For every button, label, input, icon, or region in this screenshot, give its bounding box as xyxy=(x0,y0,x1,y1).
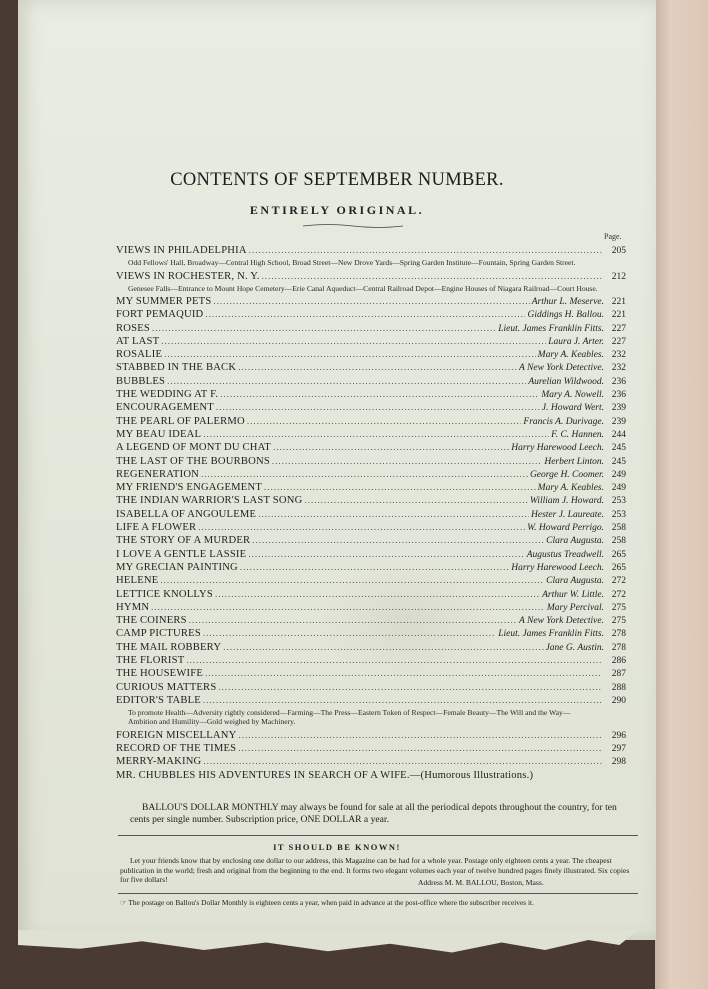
entry-title: BUBBLES xyxy=(116,375,166,387)
dot-leader xyxy=(164,348,536,361)
box-heading: IT SHOULD BE KNOWN! xyxy=(273,842,401,852)
page-subtitle: ENTIRELY ORIGINAL. xyxy=(249,203,425,217)
adjacent-page-edge xyxy=(655,0,708,989)
toc-entry xyxy=(116,588,626,601)
entry-author: W. Howard Perrigo. xyxy=(527,523,604,534)
entry-page: 253 xyxy=(611,509,626,520)
entry-author: Lieut. James Franklin Fitts. xyxy=(498,629,604,640)
entry-author: Clara Augusta. xyxy=(546,576,604,587)
entry-author: Giddings H. Ballou. xyxy=(527,310,604,321)
entry-page: 290 xyxy=(611,695,626,706)
sale-note: BALLOU'S DOLLAR MONTHLY may always be found for sale at all the periodical depots throughout the country, for ten cents per single number. Subscription price, ONE DOLLAR a year. xyxy=(130,802,617,825)
dot-leader xyxy=(262,270,602,283)
dot-leader xyxy=(198,521,525,534)
dot-leader xyxy=(238,361,517,374)
toc-entry xyxy=(116,508,626,521)
entry-author: J. Howard Wert. xyxy=(541,403,604,414)
entry-page: 265 xyxy=(611,549,626,560)
entry-title: THE LAST OF THE BOURBONS xyxy=(116,455,270,467)
dot-leader xyxy=(273,441,509,454)
page-column-header: Page. xyxy=(604,232,622,241)
divider xyxy=(118,835,638,836)
entry-author: Mary Percival. xyxy=(546,602,604,613)
entry-page: 272 xyxy=(611,576,626,587)
toc-entry xyxy=(116,244,626,257)
entry-page: 244 xyxy=(611,429,626,440)
entry-page: 239 xyxy=(611,403,626,414)
entry-page: 275 xyxy=(611,616,626,627)
entry-author: Harry Harewood Leech. xyxy=(511,562,604,573)
entry-title: THE WEDDING AT F. xyxy=(116,389,219,401)
dot-leader xyxy=(160,574,544,587)
entry-author: Aurelian Wildwood. xyxy=(528,376,604,387)
entry-author: Harry Harewood Leech. xyxy=(511,443,604,454)
dot-leader xyxy=(252,534,544,547)
toc-entry xyxy=(116,534,626,547)
entry-title: A LEGEND OF MONT DU CHAT xyxy=(116,442,271,454)
entry-author: A New York Detective. xyxy=(519,363,604,374)
toc-entry xyxy=(116,769,626,782)
toc-entry xyxy=(116,729,626,742)
entry-author: Augustus Treadwell. xyxy=(526,549,604,560)
entry-title: HELENE xyxy=(116,575,159,587)
dot-leader xyxy=(258,508,529,521)
dot-leader xyxy=(238,729,602,742)
document-page xyxy=(18,0,656,940)
contents-list xyxy=(116,244,626,782)
dot-leader xyxy=(213,295,529,308)
divider xyxy=(118,893,638,894)
entry-page: 205 xyxy=(611,246,626,256)
entry-page: 232 xyxy=(611,363,626,374)
entry-page: 239 xyxy=(611,416,626,427)
toc-entry xyxy=(116,270,626,283)
toc-entry xyxy=(116,441,626,454)
toc-entry xyxy=(116,561,626,574)
entry-title: LIFE A FLOWER xyxy=(116,522,197,534)
entry-title: THE HOUSEWIFE xyxy=(116,668,204,680)
entry-title: ROSALIE xyxy=(116,349,163,361)
toc-entry xyxy=(116,667,626,680)
entry-title: MY GRECIAN PAINTING xyxy=(116,561,238,573)
entry-title: THE FLORIST xyxy=(116,655,185,667)
dot-leader xyxy=(189,614,517,627)
entry-author: Hester J. Laureate. xyxy=(531,509,604,520)
toc-entry xyxy=(116,627,626,640)
entry-title: THE INDIAN WARRIOR'S LAST SONG xyxy=(116,495,303,507)
entry-title: REGENERATION xyxy=(116,468,200,480)
entry-title: ENCOURAGEMENT xyxy=(116,402,214,414)
entry-page: 287 xyxy=(611,669,626,680)
box-signature: Address M. M. BALLOU, Boston, Mass. xyxy=(418,878,544,887)
toc-entry xyxy=(116,361,626,374)
dot-leader xyxy=(161,335,546,348)
toc-entry xyxy=(116,742,626,755)
entry-author: Mary A. Keables. xyxy=(537,483,604,494)
dot-leader xyxy=(215,588,540,601)
footnote: ☞ The postage on Ballou's Dollar Monthly is eighteen cents a year, when paid in advance at the post-office where the subscriber receives it. xyxy=(120,898,534,907)
entry-title: MY SUMMER PETS xyxy=(116,296,212,307)
toc-entry xyxy=(116,415,626,428)
dot-leader xyxy=(205,308,525,321)
toc-entry xyxy=(116,428,626,441)
entry-title: EDITOR'S TABLE xyxy=(116,694,201,706)
toc-entry xyxy=(116,654,626,667)
entry-title: THE PEARL OF PALERMO xyxy=(116,415,245,427)
entry-title: FOREIGN MISCELLANY xyxy=(116,729,237,741)
toc-entry xyxy=(116,614,626,627)
entry-author: Lieut. James Franklin Fitts. xyxy=(498,323,604,334)
dot-leader xyxy=(248,548,524,561)
dot-leader xyxy=(218,681,602,694)
entry-page: 272 xyxy=(611,589,626,600)
entry-author: Arthur L. Meserve. xyxy=(531,297,604,307)
toc-entry xyxy=(116,322,626,335)
dot-leader xyxy=(152,322,496,335)
toc-entry xyxy=(116,755,626,768)
dot-leader xyxy=(203,627,496,640)
entry-title: LETTICE KNOLLYS xyxy=(116,588,213,600)
entry-page: 227 xyxy=(611,323,626,334)
entry-title: THE COINERS xyxy=(116,615,187,627)
entry-page: 253 xyxy=(611,496,626,507)
entry-title: ISABELLA OF ANGOULEME xyxy=(116,508,257,520)
entry-title: THE STORY OF A MURDER xyxy=(116,535,251,547)
dot-leader xyxy=(151,601,545,614)
entry-page: 245 xyxy=(611,456,626,467)
entry-page: 249 xyxy=(611,483,626,494)
torn-edge xyxy=(18,930,638,955)
toc-entry xyxy=(116,455,626,468)
toc-entry xyxy=(116,401,626,414)
toc-entry xyxy=(116,681,626,694)
toc-entry xyxy=(116,548,626,561)
entry-author: Mary A. Nowell. xyxy=(541,390,604,401)
entry-title: CURIOUS MATTERS xyxy=(116,681,217,693)
entry-title: HYMN xyxy=(116,601,150,613)
entry-title: I LOVE A GENTLE LASSIE xyxy=(116,548,247,560)
toc-entry xyxy=(116,375,626,388)
dot-leader xyxy=(203,755,602,768)
dot-leader xyxy=(216,401,540,414)
entry-author: F. C. Hannen. xyxy=(551,429,604,440)
toc-entry xyxy=(116,468,626,481)
entry-title: THE MAIL ROBBERY xyxy=(116,641,222,653)
entry-page: 288 xyxy=(611,682,626,693)
entry-page: 212 xyxy=(611,271,626,282)
entry-page: 297 xyxy=(611,743,626,754)
toc-entry xyxy=(116,348,626,361)
entry-page: 296 xyxy=(611,730,626,741)
entry-page: 258 xyxy=(611,536,626,547)
entry-page: 236 xyxy=(611,390,626,401)
dot-leader xyxy=(205,667,602,680)
entry-author: Francis A. Durivage. xyxy=(523,416,604,427)
entry-page: 245 xyxy=(611,443,626,454)
entry-title: RECORD OF THE TIMES xyxy=(116,742,237,754)
dot-leader xyxy=(247,415,522,428)
entry-page: 221 xyxy=(611,297,626,307)
entry-author: George H. Coomer. xyxy=(529,469,604,480)
entry-author: A New York Detective. xyxy=(519,616,604,627)
entry-title: STABBED IN THE BACK xyxy=(116,362,237,374)
entry-author: Mary A. Keables. xyxy=(537,350,604,361)
entry-title: VIEWS IN PHILADELPHIA xyxy=(116,245,247,256)
entry-title: MY BEAU IDEAL xyxy=(116,428,202,440)
toc-entry xyxy=(116,694,626,707)
entry-page: 265 xyxy=(611,562,626,573)
entry-title: FORT PEMAQUID xyxy=(116,309,204,321)
toc-entry xyxy=(116,388,626,401)
entry-page: 227 xyxy=(611,336,626,347)
toc-entry xyxy=(116,295,626,308)
dot-leader xyxy=(304,494,527,507)
entry-page: 249 xyxy=(611,469,626,480)
toc-entry xyxy=(116,308,626,321)
entry-author: Jane G. Austin. xyxy=(545,642,604,653)
toc-entry xyxy=(116,494,626,507)
entry-title: MY FRIEND'S ENGAGEMENT xyxy=(116,482,262,494)
entry-author: Clara Augusta. xyxy=(546,536,604,547)
entry-page: 278 xyxy=(611,642,626,653)
entry-page: 236 xyxy=(611,376,626,387)
dot-leader xyxy=(238,742,602,755)
entry-description: Genesee Falls—Entrance to Mount Hope Cemetery—Erie Canal Aqueduct—Central Railroad Depot—Engine Houses of Niagara Railroad—Court House. xyxy=(128,283,598,293)
dot-leader xyxy=(201,468,528,481)
entry-page: 221 xyxy=(611,310,626,321)
dot-leader xyxy=(264,481,536,494)
toc-entry xyxy=(116,574,626,587)
entry-title: MR. CHUBBLES HIS ADVENTURES IN SEARCH OF A WIFE.—(Humorous Illustrations.) xyxy=(116,769,534,781)
entry-title: VIEWS IN ROCHESTER, N. Y. xyxy=(116,270,260,282)
dot-leader xyxy=(223,641,543,654)
entry-author: Arthur W. Little. xyxy=(542,589,604,600)
dot-leader xyxy=(240,561,509,574)
entry-title: MERRY-MAKING xyxy=(116,756,202,768)
dot-leader xyxy=(220,388,539,401)
entry-description: To promote Health—Adversity rightly considered—Farming—The Press—Eastern Token of Respect—Female Beauty—The Will and the Way—Ambition and Humility—Gold weighed by Machinery. xyxy=(128,708,571,727)
toc-entry xyxy=(116,335,626,348)
entry-title: AT LAST xyxy=(116,335,160,347)
entry-page: 286 xyxy=(611,656,626,667)
dot-leader xyxy=(203,428,549,441)
entry-page: 278 xyxy=(611,629,626,640)
entry-title: ROSES xyxy=(116,322,150,334)
entry-page: 298 xyxy=(611,757,626,768)
entry-page: 258 xyxy=(611,523,626,534)
dot-leader xyxy=(249,244,602,257)
entry-description: Odd Fellows' Hall, Broadway—Central High School, Broad Street—New Drove Yards—Spring Garden Institute—Fountain, Spring Garden Street. xyxy=(128,258,576,268)
entry-author: William J. Howard. xyxy=(529,496,604,507)
toc-entry xyxy=(116,481,626,494)
toc-entry xyxy=(116,521,626,534)
toc-entry xyxy=(116,641,626,654)
dot-leader xyxy=(272,455,542,468)
entry-page: 275 xyxy=(611,602,626,613)
entry-title: CAMP PICTURES xyxy=(116,628,201,640)
entry-author: Laura J. Arter. xyxy=(548,336,604,347)
dot-leader xyxy=(167,375,526,388)
ornament-rule xyxy=(303,223,403,229)
box-text: Let your friends know that by enclosing one dollar to our address, this Magazine can be had for a whole year. Postage only eighteen cents a year. The cheapest publication in the world; fresh and original from the beginning to the end. It forms two elegant volumes each year of twelve hundred pages finely illustrated. Six copies for five dollars! xyxy=(120,856,630,885)
entry-author: Herbert Linton. xyxy=(544,456,604,467)
dot-leader xyxy=(203,694,602,707)
entry-page: 232 xyxy=(611,350,626,361)
page-title: CONTENTS OF SEPTEMBER NUMBER. xyxy=(170,170,504,190)
dot-leader xyxy=(186,654,602,667)
toc-entry xyxy=(116,601,626,614)
